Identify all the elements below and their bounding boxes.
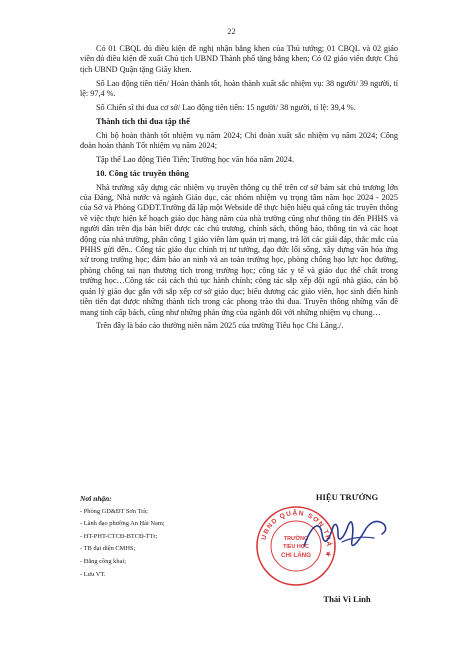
section-heading-communication: 10. Công tác truyền thông (96, 169, 189, 179)
recipient-item: - Lưu VT. (80, 570, 106, 578)
svg-text:CHI LĂNG: CHI LĂNG (281, 552, 311, 559)
paragraph: Số Lao động tiên tiến/ Hoàn thành tốt, hoàn thành xuất sắc nhiệm vụ: 38 người/ 39 người, tỉ lệ: 97,4 %. (80, 78, 398, 99)
recipient-item: - TB đại diện CMHS; (80, 545, 136, 553)
svg-text:TRƯỜNG: TRƯỜNG (283, 536, 309, 542)
signer-title: HIỆU TRƯỞNG (315, 492, 379, 502)
section-heading-collective: Thành tích thi đua tập thể (96, 117, 190, 127)
recipients-block (80, 493, 230, 581)
recipients-title: Nơi nhận: (80, 494, 112, 503)
svg-text:TIỂU HỌC: TIỂU HỌC (283, 544, 309, 550)
recipients-list (80, 506, 230, 582)
handwritten-signature (298, 512, 393, 562)
recipient-item: - Phòng GD&ĐT Sơn Trà; (80, 507, 148, 515)
paragraph: Nhà trường xây dựng các nhiệm vụ truyền thông cụ thể trên cơ sở bám sát chủ trương lớn của Đảng, Nhà nước và ngành Giáo dục, các nhóm nhiệm vụ trọng tâm năm học 2024 - 2025 của Sở và Phòng GDĐT.Trường đã lập một Webside để thực hiện hiệu quả công tác truyền thông về việc thực hiện kế hoạch giáo dục hàng năm của nhà trường cũng như thông tin đến PHHS và người dân trên địa bàn biết được các chủ trương, chính sách, thông báo, thông tin và các hoạt động của nhà trường, phân công 1 giáo viên làm quản trị mạng, trả lời các giải đáp, thắc mắc của PHHS gửi đến.. Công tác giáo dục chính trị tư tưởng, đạo đức lối sống, xây dựng văn hóa ứng xử trong trường học; đảm bảo an ninh và an toàn trường học, phòng chống bạo lực học đường, phòng chống tai nạn thương tích trong trường học; công tác y tế và giáo dục thể chất trong trường học…Công tác cải cách thủ tục hành chính; công tác sắp xếp đội ngũ nhà giáo, cán bộ quản lý giáo dục gắn với sắp xếp cơ sở giáo dục; biểu dương các giáo viên, học sinh điển hình tiên tiến đạt được những thành tích trong các phong trào thi đua. Truyền thông những vấn đề mang tính cấp bách, cũng như những phản ứng của ngành đối với những nhiệm vụ chung… (80, 182, 398, 317)
recipient-item: - Lãnh đạo phường An Hải Nam; (80, 520, 165, 528)
report-body (80, 44, 398, 335)
paragraph: Có 01 CBQL đủ điều kiện đề nghị nhận bằng khen của Thủ tướng; 01 CBQL và 02 giáo viên đủ điều kiện đề xuất Chủ tịch UBND Thành phố tặng bằng khen; Có 02 giáo viên được Chủ tịch UBND Quận tặng Giấy khen. (80, 44, 398, 74)
svg-text:UBND QUẬN SƠN TRÀ ★: UBND QUẬN SƠN TRÀ ★ (260, 509, 333, 559)
page-number: 22 (227, 26, 236, 36)
signer-name: Thái Vi Linh (323, 594, 371, 604)
closing-statement: Trên đây là báo cáo thường niên năm 2025 của trường Tiểu học Chi Lăng./. (96, 321, 344, 331)
recipient-item: - HT-PHT-CTCĐ-BTCĐ-TTr; (80, 532, 158, 540)
paragraph: Số Chiến sĩ thi đua cơ sở/ Lao động tiên tiến: 15 người/ 38 người, tỉ lệ: 39,4 %. (96, 102, 356, 112)
recipient-item: - Đăng công khai; (80, 557, 126, 565)
paragraph: Chi bộ hoàn thành tốt nhiệm vụ năm 2024; Chi đoàn xuất sắc nhiệm vụ năm 2024; Công đoàn hoàn thành Tốt nhiệm vụ năm 2024; (80, 130, 398, 151)
paragraph: Tập thể Lao động Tiên Tiến; Trường học văn hóa năm 2024. (96, 154, 294, 164)
